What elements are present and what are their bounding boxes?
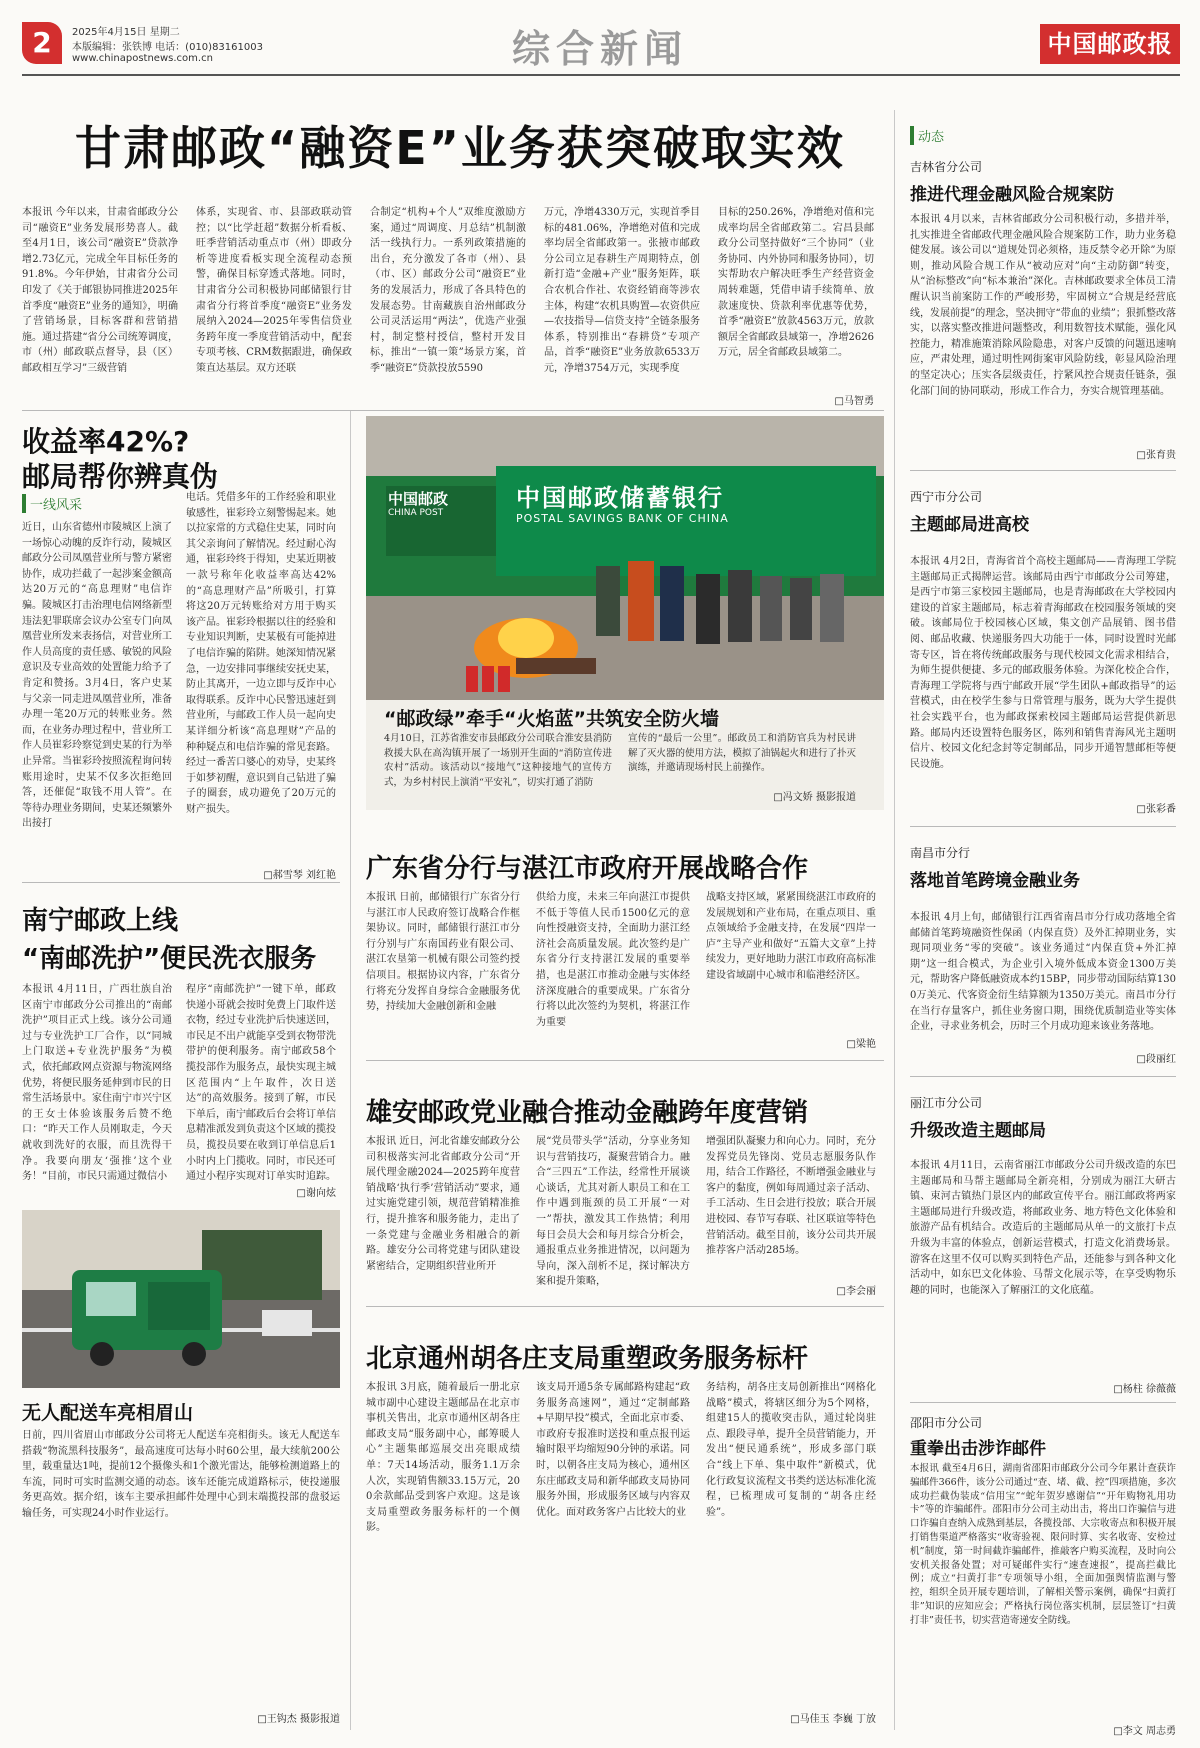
china-post-sign: 中国邮政 xyxy=(388,490,449,508)
sidebar-item-text: 本报讯 4月以来，吉林省邮政分公司积极行动，多措并举，扎实推进全省邮政代理金融风险合规案防工作，助力业务稳健发展。该公司以“道规处罚必须格，违反禁令必开除”为原则，推动风险合规工作从“被动应对”向“主动防御”转变，从“治标整改”向“标本兼治”深化。吉林邮政要求全体员工清醒认识当前案防工作的严峻形势，牢固树立“合规是经营底线，发展前提”的理念，坚决拥守“带血的业绩”；狠抓整改落实，以落实整改推进问题整改，利用数智技术赋能，强化风控能力，精准施策消除风险隐患，对客户反馈的问题迅速响应，严肃处理，通过明性网街案审风险防线，彰显风险治理的坚定决心；压实各层级责任，拧紧风控合规责任链条，强化部门间的协同联动，形成工作合力，夯实合规管理基础。 xyxy=(910,214,1176,397)
returns-col-1: 近日，山东省德州市陵城区上演了一场惊心动魄的反诈行动，陵城区邮政分公司凤凰营业所与警方紧密协作，成功拦截了一起涉案金额高达20万元的“高息理财”电信诈骗。陵城区打击治理电信网络新型违法犯罪联席会议办公室专门向凤凰营业所发来表扬信，对营业所工作人员高度的责任感、敏锐的风险意识及专业高效的处置能力给予了肯定和赞扬。3月4日，客户史某与父亲一同走进凤凰营业所，准备办理一笔20万元的转账业务。然而，在业务办理过程中，营业所工作人员崔彩玲察觉到史某的行为举止异常。当崔彩玲按照流程询问转账用途时，史某不仅多次拒绝回答，还催促“取钱不用人管”。在等待办理业务期间，史某还频繁外出接打 xyxy=(22,522,172,830)
guangdong-col-2: 供给力度，未来三年向湛江市提供不低于等值人民币1500亿元的意向性授融资支持，全面助力湛江经济社会高质量发展。此次签约是广东省分行支持湛江发展的重要举措，也是湛江市推动金融与实体经济深度融合的重要成果。广东省分行将以此次签约为契机，将湛江作为重要 xyxy=(536,892,690,1028)
header-rule xyxy=(22,74,1180,76)
delivery-vehicle-photo xyxy=(22,1210,340,1388)
guangdong-byline: □梁艳 xyxy=(846,1039,876,1050)
fire-drill-byline: □冯文娇 摄影报道 xyxy=(773,792,856,803)
issue-date: 2025年4月15日 星期二 xyxy=(72,27,180,38)
left-column-divider xyxy=(350,410,351,1730)
nanning-col-2: 程序“南邮洗护”一键下单，邮政快递小哥就会按时免费上门取件送衣物，经过专业洗护后快速送回，市民足不出户就能享受到衣物带洗带护的便利服务。南宁邮政58个揽投部作为服务点，最快实现主城区范围内“上午取件，次日送达”的高效服务。接到了解，市民下单后，南宁邮政后台会将订单信息精准派发到负责这个区域的揽投员，揽投员要在收到订单信息后1小时内上门揽收。同时，市民还可通过小程序实现对订单实时追踪。 xyxy=(186,984,336,1183)
returns-byline: □郝雪琴 刘红艳 xyxy=(263,870,336,881)
xiongan-col-3: 增强团队凝聚力和向心力。同时，充分发挥党员先锋岗、党员志愿服务队作用，结合工作路径，不断增强金融业与客户的黏度，例如每周通过亲子活动、手工活动、生日会进行投放；联合开展进校园、春节写春联、社区联谊等特色营销活动。截至目前，该分公司共开展推荐客户活动285场。 xyxy=(706,1136,876,1257)
sidebar-item-byline: □张彩番 xyxy=(1136,804,1176,815)
returns-bottom-rule xyxy=(22,882,340,883)
vehicle-headline: 无人配送车亮相眉山 xyxy=(22,1402,194,1424)
guangdong-col-1: 本报讯 日前，邮储银行广东省分行与湛江市人民政府签订战略合作框架协议。同时，邮储银行湛江市分行分别与广东南国药业有限公司、湛江农垦第一机械有限公司签约授信项目。根据协议内容，广东省分行将充分发挥自身综合金融服务优势，持续加大金融创新和金融 xyxy=(366,892,520,1013)
sidebar-item-byline: □杨柱 徐薇薇 xyxy=(1113,1384,1176,1395)
returns-col-2: 电话。凭借多年的工作经验和职业敏感性，崔彩玲立刻警惕起来。她以拉家常的方式稳住史某，同时向其父亲询问了解情况。经过耐心沟通，崔彩玲终于得知，史某近期被一款号称年化收益率高达42%的“高息理财产品”所吸引，打算将这20万元转账给对方用于购买该产品。崔彩玲根据以往的经验和专业知识判断，史某极有可能掉进了电信诈骗的陷阱。她深知情况紧急，一边安排同事继续安抚史某，防止其离开，一边立即与反诈中心取得联系。反诈中心民警迅速赶到营业所，与邮政工作人员一起向史某详细分析该“高息理财”产品的种种疑点和电信诈骗的常见套路。经过一番苦口婆心的劝导，史某终于如梦初醒，意识到自己钻进了骗子的圈套，成功避免了20万元的财产损失。 xyxy=(186,492,336,815)
fire-drill-caption-2: 宣传的“最后一公里”。邮政员工和消防官兵为村民讲解了灭火器的使用方法，模拟了油锅起火和进行了扑灭演练，并邀请现场村民上前操作。 xyxy=(628,733,857,773)
beijing-col-3: 务结构，胡各庄支局创新推出“网格化战略”模式，将辖区细分为5个网格，组建15人的揽收突击队，通过轮岗驻点、跟段寻单，提升全员营销能力，开发出“便民通系统”，形成多部门联合“线上下单、集中取件”新模式，优化行政复议流程文书类约送达标准化流程，已梳理成可复制的“胡各庄经验”。 xyxy=(706,1382,876,1518)
guangdong-headline: 广东省分行与湛江市政府开展战略合作 xyxy=(366,854,809,884)
sidebar-rule xyxy=(910,1076,1176,1077)
sidebar-item-text: 本报讯 4月2日，青海省首个高校主题邮局——青海理工学院主题邮局正式揭牌运营。该邮局由西宁市邮政分公司筹建，是西宁市第三家校园主题邮局，也是青海邮政在大学校园内建设的首家主题邮局，标志着青海邮政在校园服务领域的突破。该邮局位于校园核心区域，集文创产品展销、图书借阅、邮品收藏、快递服务四大功能于一体，同时设置时光邮寄专区，旨在将传统邮政服务与现代校园文化需求相结合，为师生提供便捷、多元的邮政服务体验。为深化校企合作，青海理工学院将与西宁邮政开展“学生团队+邮政指导”的运营模式，由在校学生参与日常管理与服务，既为大学生提供社会实践平台，也为邮政探索校园主题邮局运营提供新思路。邮局内还设置特色服务区，陈列和销售青海风光主题明信片、校园文化纪念封等定制邮品，同步开通智慧邮柜等便民设施。 xyxy=(910,556,1176,770)
beijing-col-1: 本报讯 3月底，随着最后一册北京城市副中心建设主题邮品在北京市事机关售出，北京市通州区胡各庄邮政支局“服务副中心，邮筹暖人心”主题集邮巡展交出亮眼成绩单：7天14场活动，服务1.1万余人次，实现销售额33.15万元，200余款邮品受到客户欢迎。这是该支局重塑政务服务标杆的一个侧影。 xyxy=(366,1382,520,1534)
xiongan-headline: 雄安邮政党业融合推动金融跨年度营销 xyxy=(366,1098,809,1128)
sidebar-item-title: 落地首笔跨境金融业务 xyxy=(910,871,1080,891)
nanning-headline-2: “南邮洗护”便民洗衣服务 xyxy=(22,944,317,974)
sidebar-item-branch: 西宁市分公司 xyxy=(910,490,983,504)
sidebar-item-byline: □李文 周志勇 xyxy=(1113,1726,1176,1737)
sidebar-rule xyxy=(910,1402,1176,1403)
lead-col-1: 本报讯 今年以来，甘肃省邮政分公司“融资E”业务发展形势喜人。截至4月1日，该公司“融资E”贷款净增2.73亿元，完成全年目标任务的91.8%。今年伊始，甘肃省分公司印发了《关于邮银协同推进2025年首季度“融资E”业务的通知》，明确了营销场景，目标客群和营销措施。通过搭建“省分公司统筹调度，市（州）邮政联点督导，县（区）邮政相互学习”三级营销 xyxy=(22,207,178,374)
nanning-byline: □谢向炫 xyxy=(296,1188,336,1199)
psbc-sign-en: POSTAL SAVINGS BANK OF CHINA xyxy=(516,512,729,525)
sidebar-rule xyxy=(910,826,1176,827)
vehicle-caption: 日前，四川省眉山市邮政分公司将无人配送车亮相街头。该无人配送车搭载“物流黑科技服务”，最高速度可达每小时60公里，最大续航200公里，载重量达1吨，提前12个摄像头和1个激光雷达，能够检测道路上的车流，同时可实时监测交通的动态。该车还能完成道路标示，使投递服务更高效。据介绍，该车主要承担邮件处理中心到末端揽投部的盘驳运输任务，可实现24小时作业运行。 xyxy=(22,1430,340,1519)
xiongan-bottom-rule xyxy=(366,1306,884,1307)
lead-headline: 甘肃邮政“融资E”业务获突破取实效 xyxy=(75,121,845,175)
fire-drill-photo xyxy=(366,416,884,716)
website-link[interactable]: www.chinapostnews.com.cn xyxy=(72,53,213,64)
returns-headline-2: 邮局帮你辨真伪 xyxy=(22,460,219,493)
lead-col-3: 合制定“机构+个人”双维度激励方案，通过“周调度、月总结”机制激活一线执行力。一系列政策措施的出台，充分激发了各市（州）、县（市、区）邮政分公司“融资E”业务的发展活力，形成了各具特色的发展态势。甘南藏族自治州邮政分公司灵活运用“两法”，优选产业强村，制定整村授信，整村开发目标，推出“一镇一策”场景方案，首季“融资E”贷款投放5590 xyxy=(370,207,526,374)
sidebar-item-title: 主题邮局进高校 xyxy=(910,515,1029,535)
page-number-badge: 2 xyxy=(22,22,62,64)
beijing-col-2: 该支局开通5条专属邮路构建起“政务服务高速网”，通过“定制邮路+早期早投”模式，全面北京市委、市政府专报准时送投和重点报刊运输时限平均缩短90分钟的承诺。同时，以朝各庄支局为核心，通州区东庄邮政支局和新华邮政支局协同服务外围，形成服务区域与内容双优化。面对政务客户占比较大的业 xyxy=(536,1382,690,1518)
editor-line: 本版编辑：张铁博 电话：(010)83161003 xyxy=(72,42,263,53)
sidebar-item-branch: 南昌市分行 xyxy=(910,846,971,860)
fire-drill-caption-1: 4月10日，江苏省淮安市县邮政分公司联合淮安县消防救援大队在高沟镇开展了一场别开生面的“消防宣传进农村”活动。该活动以“接地气”这种接地气的宣传方式，为乡村村民上演消“平安礼”，切实打通了消防 xyxy=(384,733,612,788)
xiongan-col-1: 本报讯 近日，河北省雄安邮政分公司积极落实河北省邮政分公司“开展代理金融2024—2025跨年度营销战略‘执行季’营销活动”要求，通过实施党建引领，规范营销精准推行，提升推客和服务能力，走出了一条党建与金融业务相融合的新路。雄安分公司将党建与团队建设紧密结合，定期组织营业所开 xyxy=(366,1136,520,1272)
fire-drill-title: “邮政绿”牵手“火焰蓝”共筑安全防火墙 xyxy=(384,708,719,730)
china-post-sign-en: CHINA POST xyxy=(388,508,444,518)
returns-headline-1: 收益率42%? xyxy=(22,425,190,458)
sidebar-item-byline: □张育贵 xyxy=(1136,450,1176,461)
sidebar-item-branch: 吉林省分公司 xyxy=(910,160,983,174)
lead-col-5: 目标的250.26%，净增绝对值和完成率均居全省邮政第二。宕昌县邮政分公司坚持做好“三个协同”（业务协同、内外协同和服务协同），切实帮助农户解决旺季生产经营资金周转难题，凭借申请手续简单、放款速度快、贷款利率优惠等优势，首季“融资E”放款4563万元，放款额居全省邮政县域第一，净增2626万元，居全省邮政县域第二。 xyxy=(718,207,874,359)
fire-drill-scene xyxy=(366,416,884,716)
vehicle-byline: □王钩杰 摄影报道 xyxy=(257,1714,340,1725)
sidebar-item-text: 本报讯 4月11日，云南省丽江市邮政分公司升级改造的东巴主题邮局和马帮主题邮局全新亮相，分别成为丽江大研古镇、束河古镇热门景区内的邮政宣传平台。丽江邮政将两家主题邮局进行升级改造，将邮政业务、地方特色文化体验和旅游产品有机结合。改造后的主题邮局从单一的文旅打卡点升级为丰富的体验点，创新运营模式，打造文化消费场景。游客在这里不仅可以购买到特色产品，还能参与到各种文化活动中，如东巴文化体验、马帮文化展示等，在享受购物乐趣的同时，也能深入了解丽江的文化底蕴。 xyxy=(910,1160,1176,1296)
xiongan-col-2: 展“党员带头学”活动，分享业务知识与营销技巧，凝聚营销合力。融合“三四五”工作法，经常性开展谈心谈话，尤其对新人职员工和在工作中遇到瓶颈的员工开展“一对一”帮扶，激发其工作热情；利用每日会员大会和每月综合分析会，通报重点业务推进情况，以问题为导向，深入剖析不足，探讨解决方案和提升策略， xyxy=(536,1136,690,1288)
lead-col-4: 万元，净增4330万元，实现首季目标的481.06%，净增绝对值和完成率均居全省邮政第一。张掖市邮政分公司立足春耕生产周期特点，创新打造“金融+产业”服务矩阵，联合农机合作社、农资经销商等涉农主体，构建“农机具购置—农资供应—农技指导—信贷支持”全链条服务体系，特别推出“春耕贷”专项产品，首季“融资E”业务放款6533万元，净增3754万元，实现季度 xyxy=(544,207,700,374)
sidebar-divider xyxy=(894,110,895,1730)
guangdong-col-3: 战略支持区域，紧紧围绕湛江市政府的发展规划和产业布局，在重点项目、重点领域给予金融支持，在发展“四岸一庐”主导产业和做好“五篇大文章”上持续发力，更好地助力湛江市政府高标准建设省域副中心城市和临港经济区。 xyxy=(706,892,876,981)
sidebar-item-title: 推进代理金融风险合规案防 xyxy=(910,185,1114,205)
lead-bottom-rule xyxy=(22,410,884,411)
beijing-headline: 北京通州胡各庄支局重塑政务服务标杆 xyxy=(366,1344,809,1374)
sidebar-item-title: 升级改造主题邮局 xyxy=(910,1121,1046,1141)
sidebar-item-title: 重拳出击涉诈邮件 xyxy=(910,1439,1046,1459)
sidebar-rule xyxy=(910,470,1176,471)
brand-logo: 中国邮政报 xyxy=(1040,24,1180,64)
sidebar-item-text: 本报讯 截至4月6日，湖南省邵阳市邮政分公司今年累计查获诈骗邮件366件，该分公司通过“查、堵、截、控”四项措施，多次成功拦截伪装成“信用宝”“蛇年贺岁感谢信”“开年购物礼用功卡”等的诈骗邮件。邵阳市分公司主动出击，将出口诈骗信与进口诈骗自查纳入成熟到基层，各揽投部、大宗收寄点和积极开展打销售渠道严格落实“收寄验视、限问时算、实名收寄、安检过机”制度，第一时间截诈骗邮件，推敲客户购买流程，及时向公安机关报备处置；对可疑邮件实行“速查速报”，提高拦截比例；成立“扫黄打非”专项领导小组，全面加强舆情监测与警控，组织全员开展专题培训，了解相关警示案例，确保“扫黄打非”知识的应知应会；严格执行岗位落实机制，层层签订“扫黄打非”责任书，切实营造寄递安全防线。 xyxy=(910,1463,1177,1626)
lead-col-2: 体系，实现省、市、县部政联动管控；以“比学赶超”数据分析看板、旺季营销活动重点市（州）即政分析等进度看板实现全流程动态预警，确保目标穿透式落地。同时，甘肃省分公司积极协同邮储银行甘肃省分行将首季度“融资E”业务发展纳入2024—2025年零售信贷业务跨年度一季度营销活动中，配套专项考核、CRM数据跟进，确保政策直达基层。双方还联 xyxy=(196,207,352,374)
beijing-byline: □马佳玉 李巍 丁放 xyxy=(790,1714,876,1725)
sidebar-tag: 动态 xyxy=(910,126,944,145)
psbc-sign: 中国邮政储蓄银行 xyxy=(516,484,724,512)
lead-byline: □马智勇 xyxy=(834,396,874,407)
guangdong-bottom-rule xyxy=(366,1060,884,1061)
sidebar-item-byline: □段丽红 xyxy=(1136,1054,1176,1065)
nanning-col-1: 本报讯 4月11日，广西壮族自治区南宁市邮政分公司推出的“南邮洗护”项目正式上线。该分公司通过与专业洗护工厂合作，以“同城上门取送+专业洗护服务”为模式，依托邮政网点资源与物流网络优势，将便民服务延伸到市民的日常生活场景中。家住南宁市兴宁区的王女士体验该服务后赞不绝口：“昨天工作人员刚取走，今天就收到洗好的衣服，而且洗得干净。我要向朋友‘强推’这个业务！”目前，市民只需通过微信小 xyxy=(22,984,172,1183)
returns-tag: 一线风采 xyxy=(22,494,82,513)
nanning-headline-1: 南宁邮政上线 xyxy=(22,906,179,936)
sidebar-item-branch: 丽江市分公司 xyxy=(910,1096,983,1110)
sidebar-item-branch: 邵阳市分公司 xyxy=(910,1416,983,1430)
section-title: 综合新闻 xyxy=(511,26,688,71)
xiongan-byline: □李会丽 xyxy=(836,1286,876,1297)
delivery-vehicle-scene xyxy=(22,1210,340,1388)
sidebar-item-text: 本报讯 4月上旬，邮储银行江西省南昌市分行成功落地全省邮储首笔跨境融资性保函（内保直贷）及外汇掉期业务，实现同项业务“零的突破”。该业务通过“内保直贷+外汇掉期”这一组合模式，为企业引入境外低成本资金1300万美元，帮助客户降低融资成本约15BP，同步带动国际结算1300万美元、代客资金衍生结算额为1350万美元。南昌市分行在当行存量客户，抓住业务窗口期，围绕优质制造业等实体企业，寻求业务机会，历时三个月成功迎来该业务落地。 xyxy=(910,912,1176,1033)
